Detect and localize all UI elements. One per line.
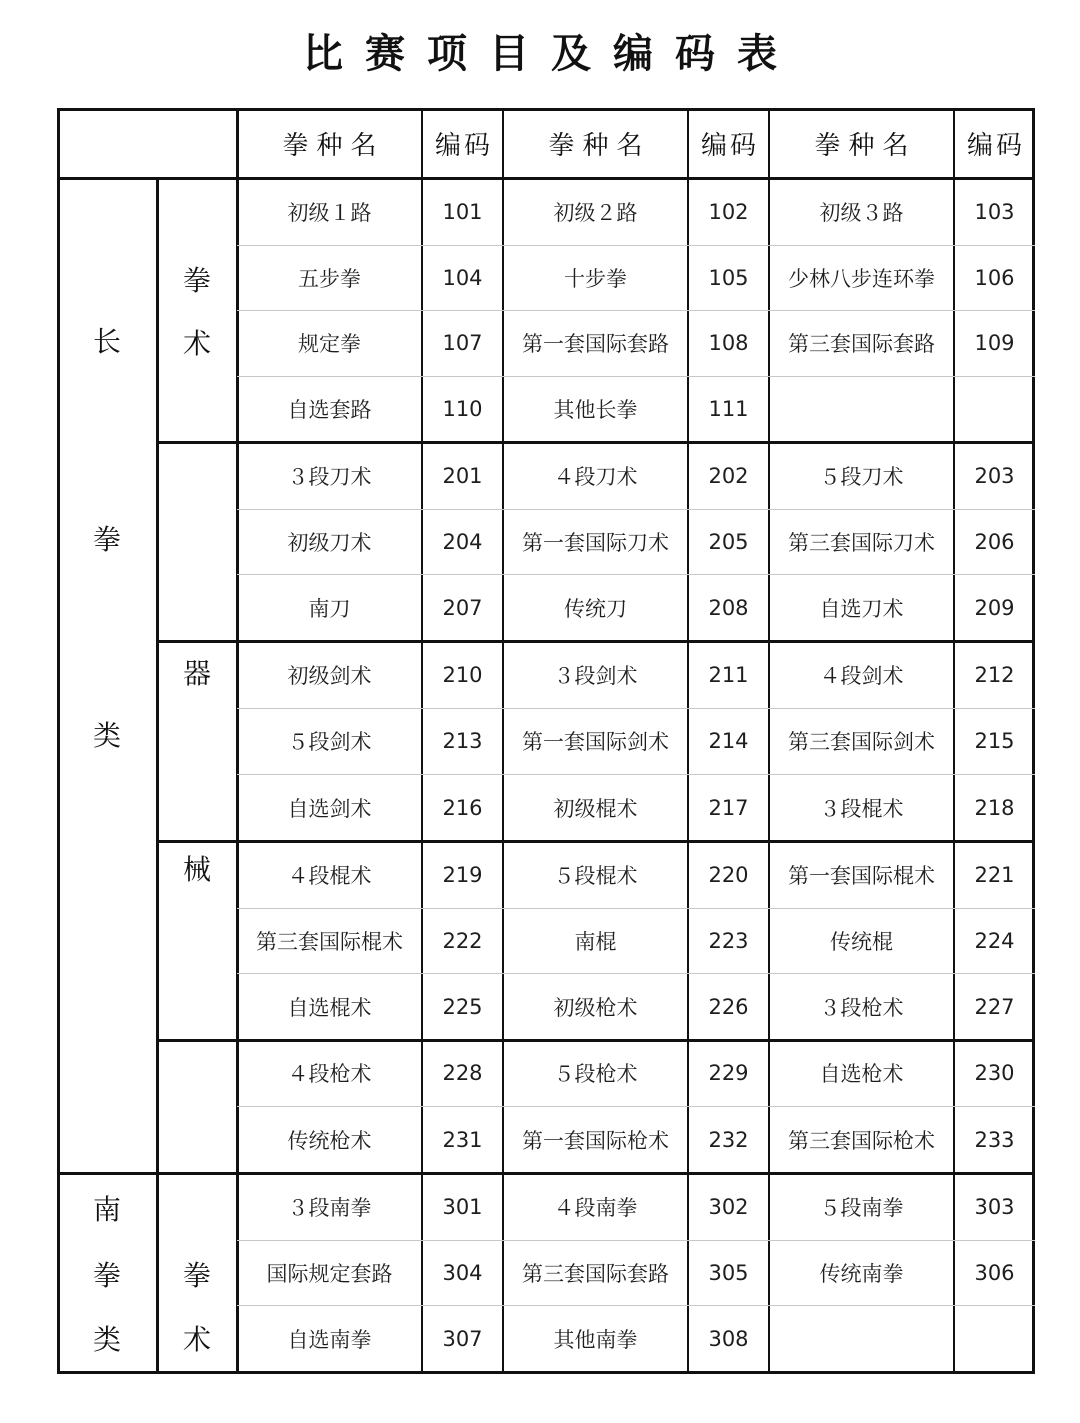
header-code-2: 编码 xyxy=(700,130,759,161)
event-code-cell: 210 xyxy=(442,662,483,687)
event-name-cell: 第一套国际刀术 xyxy=(522,530,669,555)
event-name-cell: 传统枪术 xyxy=(287,1128,372,1153)
event-code-cell: 109 xyxy=(974,331,1015,355)
event-code-cell: 225 xyxy=(442,994,483,1019)
event-code-cell: 107 xyxy=(442,331,483,355)
event-name-cell: 规定拳 xyxy=(298,332,361,356)
event-name-cell: ３段枪术 xyxy=(819,995,904,1020)
section-divider xyxy=(157,840,1035,843)
event-code-cell: 228 xyxy=(442,1061,483,1085)
category-nanquan: 南 xyxy=(92,1193,121,1226)
event-code-cell: 305 xyxy=(708,1260,749,1285)
event-name-cell: 第三套国际套路 xyxy=(522,1261,669,1286)
event-name-cell: 五步拳 xyxy=(298,266,361,291)
event-name-cell: 初级１路 xyxy=(287,200,372,225)
event-code-cell: 111 xyxy=(708,397,749,421)
event-name-cell: ３段剑术 xyxy=(553,663,638,688)
event-name-cell: 十步拳 xyxy=(564,266,627,291)
event-code-cell: 223 xyxy=(708,928,749,953)
event-code-cell: 106 xyxy=(974,265,1015,290)
event-code-cell: 101 xyxy=(442,199,483,224)
event-name-cell: 自选枪术 xyxy=(819,1062,904,1086)
event-code-cell: 204 xyxy=(442,529,483,554)
event-name-cell: 南刀 xyxy=(308,596,351,621)
event-code-cell: 105 xyxy=(708,265,749,290)
event-name-cell: ４段枪术 xyxy=(287,1062,372,1086)
row-divider xyxy=(237,574,1035,575)
category-changquan: 类 xyxy=(92,719,121,752)
event-code-cell: 202 xyxy=(708,463,749,488)
section-divider xyxy=(157,1039,1035,1042)
event-name-cell: ４段剑术 xyxy=(819,663,904,688)
subcategory-qixie: 械 xyxy=(182,853,211,886)
header-code-1: 编码 xyxy=(434,130,493,161)
row-divider xyxy=(237,708,1035,709)
event-code-cell: 102 xyxy=(708,199,749,224)
event-name-cell: 传统南拳 xyxy=(819,1261,904,1286)
event-name-cell: 国际规定套路 xyxy=(266,1261,393,1286)
event-code-cell: 103 xyxy=(974,199,1015,224)
row-divider xyxy=(237,973,1035,974)
event-code-cell: 218 xyxy=(974,795,1015,820)
row-divider xyxy=(237,1106,1035,1107)
event-name-cell: 初级剑术 xyxy=(287,663,372,688)
column-divider xyxy=(687,108,689,1372)
event-name-cell: 初级３路 xyxy=(819,200,904,225)
section-divider xyxy=(57,1172,1035,1175)
event-name-cell: 自选套路 xyxy=(287,398,372,422)
event-code-cell: 211 xyxy=(708,662,749,687)
event-code-cell: 205 xyxy=(708,529,749,554)
event-code-cell: 221 xyxy=(974,862,1015,887)
event-code-cell: 219 xyxy=(442,862,483,887)
subcategory-quanshu: 拳 xyxy=(182,264,211,297)
header-name-3: 拳种名 xyxy=(814,130,917,161)
event-name-cell: 第一套国际套路 xyxy=(522,332,669,356)
event-code-cell: 108 xyxy=(708,331,749,355)
event-name-cell: 第一套国际棍术 xyxy=(788,863,935,888)
event-name-cell: ５段南拳 xyxy=(819,1195,904,1220)
event-name-cell: 第一套国际剑术 xyxy=(522,730,669,754)
event-code-cell: 104 xyxy=(442,265,483,290)
event-code-cell: 208 xyxy=(708,595,749,620)
event-code-cell: 110 xyxy=(442,397,483,421)
event-code-cell xyxy=(954,376,1035,442)
event-code-cell: 207 xyxy=(442,595,483,620)
column-divider xyxy=(768,108,770,1372)
event-name-cell: 南棍 xyxy=(574,929,617,954)
event-name-cell: 其他长拳 xyxy=(553,398,638,422)
row-divider xyxy=(237,245,1035,246)
event-code-cell: 227 xyxy=(974,994,1015,1019)
event-name-cell: 第三套国际套路 xyxy=(788,332,935,356)
column-divider xyxy=(156,178,159,1372)
event-code-cell: 224 xyxy=(974,928,1015,953)
event-code-cell: 214 xyxy=(708,729,749,753)
event-code-cell: 217 xyxy=(708,795,749,820)
event-name-cell: 初级２路 xyxy=(553,200,638,225)
category-nanquan: 拳 xyxy=(92,1259,121,1292)
event-name-cell: 初级刀术 xyxy=(287,530,372,555)
event-code-cell: 206 xyxy=(974,529,1015,554)
event-name-cell: 自选南拳 xyxy=(287,1327,372,1352)
column-divider xyxy=(953,108,955,1372)
column-divider xyxy=(502,108,504,1372)
event-code-cell: 216 xyxy=(442,795,483,820)
header-name-2: 拳种名 xyxy=(548,130,651,161)
event-code-cell: 220 xyxy=(708,862,749,887)
event-code-cell: 229 xyxy=(708,1061,749,1085)
category-nanquan: 类 xyxy=(92,1323,121,1356)
event-name-cell: 初级棍术 xyxy=(553,796,638,821)
row-divider xyxy=(237,1240,1035,1241)
event-name-cell: 第三套国际棍术 xyxy=(256,929,403,954)
row-divider xyxy=(237,774,1035,775)
header-name-1: 拳种名 xyxy=(282,130,385,161)
event-code-cell: 304 xyxy=(442,1260,483,1285)
page-title: 比赛项目及编码表 xyxy=(303,31,799,77)
event-code-cell: 201 xyxy=(442,463,483,488)
event-code-cell: 209 xyxy=(974,595,1015,620)
event-name-cell: ４段南拳 xyxy=(553,1195,638,1220)
header-code-3: 编码 xyxy=(966,130,1025,161)
event-code-cell: 215 xyxy=(974,729,1015,753)
event-code-cell: 213 xyxy=(442,729,483,753)
event-code-cell: 222 xyxy=(442,928,483,953)
subcategory-quanshu: 术 xyxy=(182,327,211,360)
event-name-cell: 第一套国际枪术 xyxy=(522,1128,669,1153)
event-name-cell: 自选刀术 xyxy=(819,596,904,621)
row-divider xyxy=(237,509,1035,510)
event-code-cell xyxy=(954,1305,1035,1372)
event-code-cell: 302 xyxy=(708,1194,749,1219)
event-code-cell: 203 xyxy=(974,463,1015,488)
event-code-cell: 212 xyxy=(974,662,1015,687)
event-name-cell: 少林八步连环拳 xyxy=(788,266,935,291)
row-divider xyxy=(237,908,1035,909)
event-name-cell: 自选剑术 xyxy=(287,796,372,821)
category-changquan: 长 xyxy=(92,325,121,358)
section-divider xyxy=(157,441,1035,444)
header-divider xyxy=(57,177,1035,180)
event-code-cell: 230 xyxy=(974,1061,1015,1085)
column-divider xyxy=(236,108,239,1372)
event-name-cell: 传统刀 xyxy=(564,596,627,621)
subcategory-quanshu: 拳 xyxy=(182,1259,211,1292)
event-name-cell: 第三套国际剑术 xyxy=(788,730,935,754)
event-code-cell: 303 xyxy=(974,1194,1015,1219)
event-name-cell: 传统棍 xyxy=(830,929,893,954)
category-changquan: 拳 xyxy=(92,523,121,556)
event-name-cell xyxy=(769,1305,954,1372)
event-code-cell: 308 xyxy=(708,1326,749,1351)
event-name-cell: ４段棍术 xyxy=(287,863,372,888)
event-name-cell: 第三套国际刀术 xyxy=(788,530,935,555)
event-name-cell: ５段剑术 xyxy=(287,730,372,754)
event-name-cell xyxy=(769,376,954,442)
event-code-cell: 301 xyxy=(442,1194,483,1219)
event-name-cell: ３段南拳 xyxy=(287,1195,372,1220)
event-name-cell: 初级枪术 xyxy=(553,995,638,1020)
row-divider xyxy=(237,310,1035,311)
event-code-cell: 307 xyxy=(442,1326,483,1351)
event-name-cell: 其他南拳 xyxy=(553,1327,638,1352)
event-name-cell: ３段刀术 xyxy=(287,464,372,489)
event-code-cell: 306 xyxy=(974,1260,1015,1285)
section-divider xyxy=(157,640,1035,643)
row-divider xyxy=(237,376,1035,377)
event-code-cell: 226 xyxy=(708,994,749,1019)
event-name-cell: ５段枪术 xyxy=(553,1062,638,1086)
event-name-cell: ５段刀术 xyxy=(819,464,904,489)
row-divider xyxy=(237,1305,1035,1306)
event-code-cell: 232 xyxy=(708,1127,749,1152)
event-name-cell: 自选棍术 xyxy=(287,995,372,1020)
event-code-cell: 231 xyxy=(442,1127,483,1152)
event-name-cell: 第三套国际枪术 xyxy=(788,1128,935,1153)
subcategory-qixie: 器 xyxy=(182,657,211,690)
subcategory-quanshu: 术 xyxy=(182,1323,211,1356)
event-name-cell: ４段刀术 xyxy=(553,464,638,489)
event-name-cell: ５段棍术 xyxy=(553,863,638,888)
event-code-cell: 233 xyxy=(974,1127,1015,1152)
column-divider xyxy=(421,108,423,1372)
event-name-cell: ３段棍术 xyxy=(819,796,904,821)
